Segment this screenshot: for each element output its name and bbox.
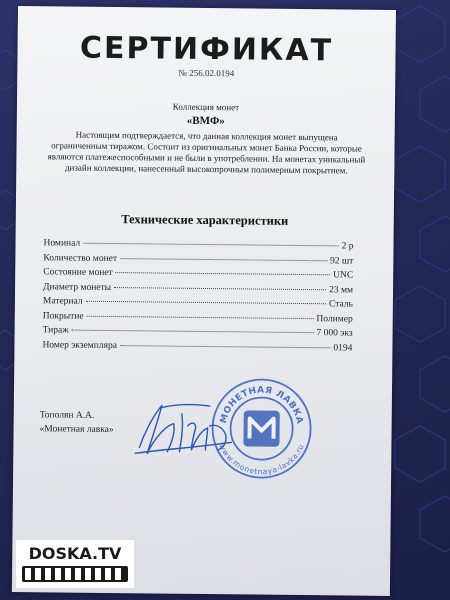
signer-block <box>40 408 114 437</box>
spec-label: Количество монет <box>43 252 118 264</box>
spec-value: 23 мм <box>329 284 354 296</box>
dot-leader <box>120 345 330 348</box>
stamp-bottom-text: www.monetnaya-lavka.ru <box>217 442 306 477</box>
spec-row-copy-number <box>42 340 352 358</box>
spec-value: Сталь <box>328 299 353 310</box>
certificate-title: СЕРТИФИКАТ <box>79 30 334 69</box>
collection-label: Коллекция монет <box>172 101 240 113</box>
spec-value: 92 шт <box>329 255 354 267</box>
dot-leader <box>116 272 330 275</box>
signer-name: Тополян А.А. <box>39 410 95 421</box>
spec-label: Номинал <box>43 238 81 249</box>
dot-leader <box>87 315 314 318</box>
stamp-top-text: МОНЕТНАЯ ЛАВКА <box>218 385 305 426</box>
dot-leader <box>86 301 326 305</box>
dot-leader <box>83 243 338 247</box>
certificate-number: № 256.02.0194 <box>178 67 235 79</box>
spec-value: 2 р <box>341 241 354 252</box>
signer-company: «Монетная лавка» <box>39 424 114 436</box>
keyboard-keys-icon <box>22 566 128 582</box>
site-watermark <box>16 540 134 588</box>
collection-name: «ВМФ» <box>186 114 225 128</box>
spec-value: 0194 <box>333 342 353 354</box>
specs-list <box>42 238 353 357</box>
certificate-paper <box>12 6 396 596</box>
watermark-text: DOSKA.TV <box>28 544 122 563</box>
spec-label: Состояние монет <box>43 267 113 279</box>
spec-label: Материал <box>42 296 83 307</box>
spec-value: UNC <box>333 270 354 281</box>
company-stamp <box>209 376 314 481</box>
dot-leader <box>72 330 314 334</box>
dot-leader <box>120 258 327 261</box>
dot-leader <box>114 287 326 290</box>
spec-label: Номер экземпляра <box>42 339 118 351</box>
stamp-logo-icon <box>243 410 279 446</box>
spec-value: 7 000 экз <box>316 328 353 339</box>
spec-label: Диаметр монеты <box>43 281 112 293</box>
spec-value: Полимер <box>316 313 353 325</box>
intro-paragraph: Настоящим подтверждается, что данная коллекция монет выпущена ограниченным тиражом. Состоит из оригинальных монет Банка России, которые являются платежеспособными и не были в употреблении. На монетах уникальный дизайн коллекции, нанесенный высокопрочным полимерным покрытием. <box>47 129 366 176</box>
tech-specs-heading: Технические характеристики <box>121 212 289 228</box>
spec-label: Тираж <box>42 325 69 336</box>
spec-label: Покрытие <box>42 310 84 322</box>
